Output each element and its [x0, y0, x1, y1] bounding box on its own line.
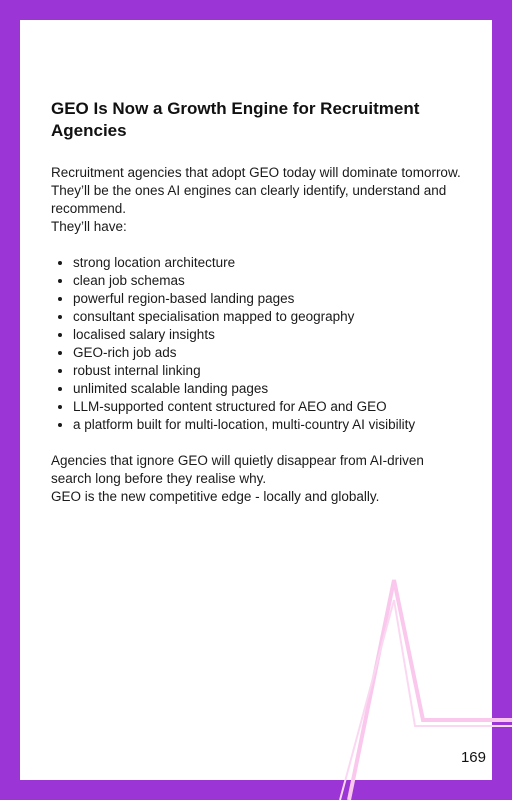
feature-list: [51, 254, 461, 434]
list-item: • robust internal linking: [73, 362, 461, 380]
section-heading: GEO Is Now a Growth Engine for Recruitment Agencies: [51, 99, 420, 140]
page-content: [51, 98, 461, 506]
list-item: • GEO-rich job ads: [73, 344, 461, 362]
list-item: • unlimited scalable landing pages: [73, 380, 461, 398]
list-item: • LLM-supported content structured for AEO and GEO: [73, 398, 461, 416]
list-item: • powerful region-based landing pages: [73, 290, 461, 308]
list-item: • a platform built for multi-location, multi-country AI visibility: [73, 416, 461, 434]
list-item: • localised salary insights: [73, 326, 461, 344]
page-sheet: [20, 20, 492, 780]
list-item: • consultant specialisation mapped to geography: [73, 308, 461, 326]
intro-lead: They’ll have:: [51, 219, 127, 234]
list-item: • strong location architecture: [73, 254, 461, 272]
intro-paragraph: Recruitment agencies that adopt GEO today will dominate tomorrow. They’ll be the ones AI engines can clearly identify, understand and recommend.: [51, 165, 461, 216]
list-item: • clean job schemas: [73, 272, 461, 290]
closing-paragraph: Agencies that ignore GEO will quietly disappear from AI-driven search long before they realise why.: [51, 453, 424, 486]
page-number: 169: [460, 749, 486, 766]
closing-statement: GEO is the new competitive edge - locally and globally.: [51, 489, 380, 504]
